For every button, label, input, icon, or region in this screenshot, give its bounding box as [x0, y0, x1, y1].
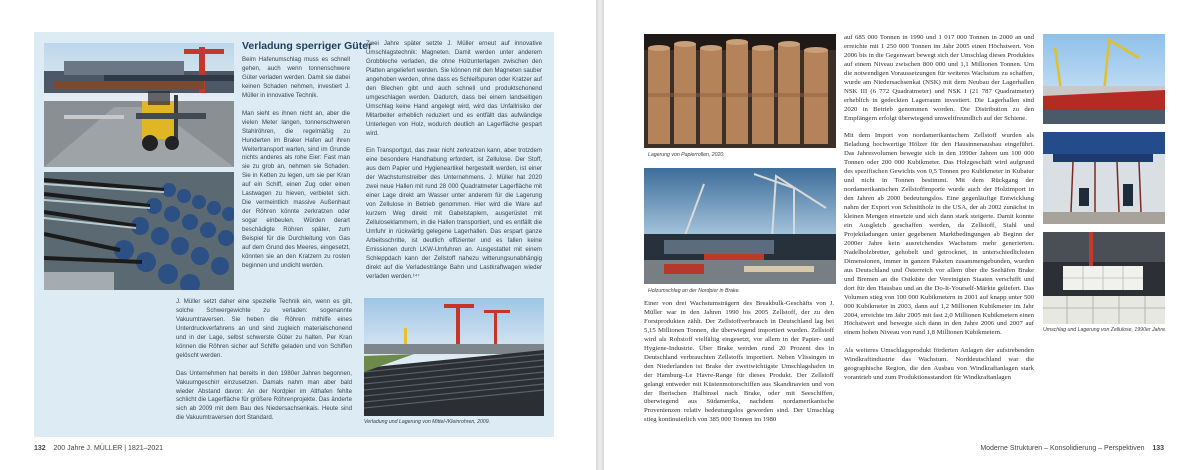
page-number-left: 132: [34, 445, 46, 452]
running-title-left: 200 Jahre J. MÜLLER | 1821–2021: [53, 445, 164, 452]
left-folio: [34, 445, 163, 452]
forklift-photo: [44, 43, 234, 167]
paragraph: Man sieht es ihnen nicht an, aber die vielen Meter langen, tonnenschweren Stahlröhren, die regelmäßig zu Hunderten im Braker Hafen auf ihren Weitertransport warten, sind im Grunde nichts anderes als rohe Eier: Fast man sie zu grob an, nehmen sie Schaden. Sie in Ketten zu legen, um sie per Kran auf ein Schiff, einen Zug oder einen Lastwagen zu hieven, verbietet sich. Die vermeintlich massive Außenhaut der Röhren könnte zerkratzen oder sogar einbeulen. Würden derart beschädigte Röhren später, zum Beispiel für die Durchleitung von Gas auf dem Grund des Meeres, eingesetzt, könnten sie an den Kratzern zu rosten beginnen und undicht werden.: [242, 109, 350, 269]
paragraph: Zwei Jahre später setzte J. Müller erneut auf innovative Umschlagstechnik: Magneten. Damit werden unter anderem Grobbleche verladen, die ohne Holzunterlagen zwischen den Platten angeliefert werden. Sie können mit den Magneten sauber angehoben werden, ohne dass es Schleifspuren oder Kratzer auf den Blechen gibt und auch schnell und produktschonend umgeschlagen werden. Dadurch, dass bei einem landseitigen Umschlag keine Hand angelegt wird, wird das Unfallrisiko der Mitarbeiter erheblich reduziert und es entfällt das aufwändige Unterlegen von Holz, wodurch deutlich an Lagerfläche gespart wird.: [366, 40, 542, 137]
left-col1-text: [242, 56, 350, 290]
paragraph: Einer von drei Wachstumsträgern des Breakbulk-Geschäfts von J. Müller war in den Jahren 1990 bis 2005 Zellstoff, der zu den Forstprodukten zählt. Der Zellstoffverbrauch in Deutschland lag bei 5,15 Millionen Tonnen, die überwiegend importiert wurden. Zellstoff wird als Rohstoff vielfältig eingesetzt, vor allem in der Papier- und Hygiene-Industrie. Über Brake werden rund 20 Prozent des in Deutschland verbrauchten Zellstoffs importiert. Neben Vlissingen in den Niederlanden ist Brake der zweitwichtigste Umschlagshafen in der Hamburg–Le Havre-Range für dieses Produkt. Der Zellstoff gelangt entweder mit Küstenmotorschiffen aus Skandinavien und von der Iberischen Halbinsel nach Brake, oder mit Seeschiffen, überwiegend aus Südamerika, nachdem nordamerikanische Provenienzen relativ bedeutungslos geworden sind. Der Umschlag stieg kontinuierlich von 385 000 Tonnen im 1980: [644, 300, 834, 424]
paragraph: J. Müller setzt daher eine spezielle Technik ein, wenn es gilt, solche Schwergewichte zu verladen: sogenannte Vakuumtraversen. Sie heben die Röhren mithilfe eines Unterdruckverfahrens an und sind zugleich materialschonend und in der Lage, selbst schwerste Güter zu halten. Per Kran können die Röhren sicher auf Schiffe geladen und von Schiffen gelöscht werden.: [176, 298, 352, 359]
caption-harbor: Holzumschlag an der Nordpier in Brake.: [648, 288, 740, 294]
paragraph: Ein Transportgut, das zwar nicht zerkratzen kann, aber trotzdem eine besondere Handhabung erfordert, ist Zellulose. Der Stoff, aus dem Papier und Hygieneartikel hergestellt werden, ist einer der Wachstumstreiber des Unternehmens. J. Müller hat 2020 zwei neue Hallen mit rund 28 000 Quadratmeter Lagerfläche mit einer Lage direkt am Wasser unter anderem für die Lagerung von Zellulose in Betrieb genommen. Hier wird die Ware auf kurzem Weg direkt mit Gabelstaplern, ausgerüstet mit Zelluloseklammern, in die Hallen transportiert, und es entfällt die Umfuhr in rückwärtig gelegene Lagerhallen. Das erspart ganze Arbeitsschritte, ist deutlich effizienter und es fallen keine Emissionen durch LKW-Umfuhren an. Ausgestattet mit einem Schleppdach kann der Zellstoff nahezu witterungsunabhängig direkt auf die Verladestränge Bahn und Lastkraftwagen wieder verladen werden.¹⁴⁷: [366, 147, 542, 280]
right-colA-text: [644, 300, 834, 438]
ship-hull-photo: [1043, 34, 1165, 124]
paragraph: Beim Hafenumschlag muss es schnell gehen, auch wenn tonnenschwere Güter verladen werden. Damit sie dabei keinen Schaden nehmen, investiert J. Müller in innovative Technik.: [242, 56, 350, 99]
paragraph: Mit dem Import von nordamerikanischem Zellstoff wurden als Beladung hochwertige Hölzer für den Hausinnenausbau eingeführt. Das Jahresvolumen bewegte sich in den 1990er Jahren um 100 000 Tonnen oder 200 000 Kubikmeter. Das Holzgeschäft wird aufgrund des spezifischen Gewichts von 0,5 Tonnen pro Kubikmeter in Kubatur und nicht in Tonnen bestimmt. Mit dem Rückgang der nordamerikanischen Zellstoffimporte wurde auch der Holzimport in den Jahren ab 2000 bedeutungslos. Eine gegenläufige Entwicklung nahm der Export von Schnittholz in die USA, der ab 2002 zunächst in kleinen Mengen einsetzte und sich dann stark steigerte. Damit konnte ein Ausgleich geschaffen werden, da Zellstoff, Stahl und Projektladungen unter gegebenen Marktbedingungen ab Beginn der 2000er Jahre kein ausreichendes Wachstum mehr generierten. Nadelholzbretter, gehobelt und getrocknet, in unterschiedlichsten Dimensionen, immer in ganzen Paketen zusammengebunden, wurden aus Deutschland und Österreich vor allem über die Seehäfen Brake und Bremen an die Ostküste der Vereinigten Staaten verschifft und dort für den Hausbau und an die Do-It-Yourself-Märkte geliefert. Das Volumen stieg von 100 000 Kubikmetern in 2001 auf knapp unter 500 000 Kubikmeter in 2003, dann auf 1,2 Millionen Kubikmeter im Jahr 2004, erreichte im Jahr 2005 mit fast 2,0 Millionen Kubikmetern einen Höchstwert und bewegte sich dann in den Jahre 2006 und 2007 auf einem hohen Niveau von rund 1,8 Millionen Kubikmetern.: [844, 132, 1034, 337]
pipe-storage-photo: [364, 298, 544, 416]
right-page: [604, 0, 1200, 470]
paragraph: Als weiteres Umschlagsprodukt förderten Anlagen der aufstrebenden Windkraftindustrie das Wachstum. Norddeutschland war die geographische Region, die den Ausbau von Windkraftanlagen stark vorantrieb und zum Produktionsstandort für Windkraftanlagen: [844, 347, 1034, 382]
right-folio: [980, 445, 1164, 452]
running-title-right: Moderne Strukturen – Konsolidierung – Perspektiven: [980, 445, 1145, 452]
right-colB-text: [844, 34, 1034, 438]
left-col1-bottom-text: [176, 298, 352, 430]
caption-pulp: Umschlag und Lagerung von Zellulose, 1990er Jahre.: [1043, 327, 1167, 333]
gutter: [596, 0, 604, 470]
caption-pipes: Verladung und Lagerung von Mittel-/Kleinrohren, 2009.: [364, 419, 491, 425]
paper-rolls-photo: [644, 34, 836, 148]
pipes-closeup-photo: [44, 172, 234, 290]
paragraph: Das Unternehmen hat bereits in den 1980er Jahren begonnen, Vakuumgeschirr einzusetzen. Damals nahm man aber bald wieder Abstand davon: An der Nordpier im Althafen fehlte schlicht die Lagerfläche für größere Röhrenprojekte. Das änderte sich ab 2009 mit dem Bau des Niedersachsenkais. Heute sind die Vakuumtraversen dort Standard.: [176, 369, 352, 422]
caption-paper: Lagerung von Papierrollen, 2020.: [648, 152, 725, 158]
left-page: [0, 0, 596, 470]
pulp-bales-photo: [1043, 232, 1165, 324]
paragraph: auf 685 000 Tonnen in 1990 und 1 017 000 Tonnen in 2000 an und erreichte mit 1 250 000 Tonnen im Jahr 2005 einen Höchstwert. Von 2006 bis in die Gegenwart bewegt sich der Umschlag dieses Produktes auf einem Niveau zwischen 800 000 und 1,1 Millionen Tonnen. Um die notwendigen Voraussetzungen für weiteres Wachstum zu schaffen, wurde am Niedersachsenkai (NSK) mit dem Neubau der Lagerhallen NSK III (6 772 Quadratmeter) und NSK I (21 787 Quadratmeter) erheblich in gedeckten Lagerraum investiert. Die Lagerhallen sind 2020 in Betrieb genommen worden. Die Distribution zu den Empfängern erfolgt überwiegend umweltfreundlich auf der Schiene.: [844, 34, 1034, 122]
harbor-cranes-photo: [644, 168, 836, 284]
crane-lift-photo: [1043, 132, 1165, 224]
page-number-right: 133: [1152, 445, 1164, 452]
left-col2-text: [366, 40, 542, 290]
section-heading: Verladung sperriger Güter: [242, 40, 373, 52]
